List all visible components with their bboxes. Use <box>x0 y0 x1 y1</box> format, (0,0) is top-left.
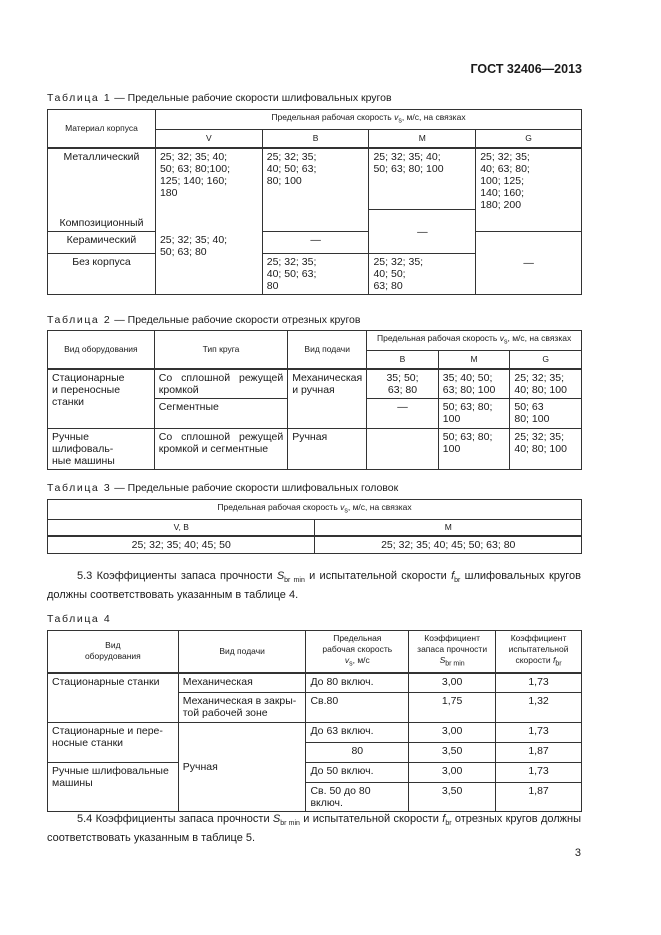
table4-row4-test: 1,87 <box>496 743 582 763</box>
table1-row34-m: — <box>369 210 476 254</box>
table2-head-wheel: Тип круга <box>154 331 287 369</box>
table4-row1-equipment: Стационарные станки <box>48 673 179 723</box>
table2 <box>47 330 582 470</box>
table4-row2-feed: Механическая в закры- той рабочей зоне <box>178 693 306 723</box>
table2-row1-wheel: Со сплошной режущей кромкой <box>154 369 287 399</box>
table1-row1-v: 25; 32; 35; 40; 50; 63; 80;100; 125; 140; 160; 180 <box>155 148 262 232</box>
table4-row3-speed: До 63 включ. <box>306 723 409 743</box>
table2-row3-g: 25; 32; 35; 40; 80; 100 <box>510 429 582 470</box>
table3-caption-text: — Предельные рабочие скорости шлифовальных головок <box>111 482 399 494</box>
table4-row1-test: 1,73 <box>496 673 582 693</box>
table1-bond-g: G <box>476 130 582 148</box>
table3-value-vb: 25; 32; 35; 40; 45; 50 <box>48 536 315 554</box>
paragraph-5-3: 5.3 Коэффициенты запаса прочности $S_{br min}$ и испытательной скорости $f_{br}$ шлифовальных кругов должны соответствовать указанным в таблице 4. <box>47 570 581 602</box>
table1-row3-material: Керамический <box>48 232 156 254</box>
table2-row2-g: 50; 63 80; 100 <box>510 399 582 429</box>
page-number: 3 <box>574 847 581 859</box>
table1-bond-v: V <box>155 130 262 148</box>
table2-row2-b: — <box>367 399 439 429</box>
table2-row3-wheel: Со сплошной режущей кромкой и сегментные <box>154 429 287 470</box>
table1-row1-b: 25; 32; 35; 40; 50; 63; 80; 100 <box>262 148 369 232</box>
table3-caption-label: Таблица 3 <box>47 482 112 494</box>
table4 <box>47 630 582 812</box>
table2-row2-m: 50; 63; 80; 100 <box>438 399 510 429</box>
table4-row5-speed: До 50 включ. <box>306 763 409 783</box>
table4-row1-speed: До 80 включ. <box>306 673 409 693</box>
paragraph-5-4: 5.4 Коэффициенты запаса прочности $S_{br min}$ и испытательной скорости $f_{br}$ отрезных кругов должны соответствовать указанным в таблице 5. <box>47 813 582 845</box>
table4-row2-speed: Св.80 <box>306 693 409 723</box>
table4-row5-test: 1,73 <box>496 763 582 783</box>
table4-head-test: Коэффициент испытательной скорости $f_{br}$ <box>496 631 582 673</box>
table4-caption-label: Таблица 4 <box>47 613 112 625</box>
table2-row3-m: 50; 63; 80; 100 <box>438 429 510 470</box>
table4-row3-safety: 3,00 <box>409 723 496 743</box>
table4-head-safety: Коэффициент запаса прочности $S_{br min}$ <box>409 631 496 673</box>
table3-caption <box>47 482 398 494</box>
table4-row3-feed: Ручная <box>178 723 306 812</box>
table4-row3-test: 1,73 <box>496 723 582 743</box>
table4-head-speed: Предельная рабочая скорость $v_s$, м/с <box>306 631 409 673</box>
table2-row1-g: 25; 32; 35; 40; 80; 100 <box>510 369 582 399</box>
table4-row6-safety: 3,50 <box>409 783 496 812</box>
table1-row1-g: 25; 32; 35; 40; 63; 80; 100; 125; 140; 160; 180; 200 <box>476 148 582 232</box>
table4-row4-speed: 80 <box>306 743 409 763</box>
table4-row5-equipment: Ручные шлифовальные машины <box>48 763 179 812</box>
table3-head-speed: Предельная рабочая скорость $v_s$, м/с, на связках <box>48 500 582 520</box>
table1-head-speed: Предельная рабочая скорость $v_s$, м/с, на связках <box>155 110 581 130</box>
document-header: ГОСТ 32406—2013 <box>470 62 582 76</box>
table4-row6-speed: Св. 50 до 80 включ. <box>306 783 409 812</box>
table1-caption-text: — Предельные рабочие скорости шлифовальных кругов <box>111 92 392 104</box>
table4-row2-safety: 1,75 <box>409 693 496 723</box>
table1-row34-g: — <box>476 232 582 295</box>
table3 <box>47 499 582 554</box>
table2-caption <box>47 314 360 326</box>
table2-caption-text: — Предельные рабочие скорости отрезных кругов <box>111 314 361 326</box>
table2-row1-b: 35; 50; 63; 80 <box>367 369 439 399</box>
table2-row1-feed: Механическая и ручная <box>288 369 367 429</box>
table4-head-feed: Вид подачи <box>178 631 306 673</box>
table1-row4-material: Без корпуса <box>48 254 156 295</box>
table2-row2-wheel: Сегментные <box>154 399 287 429</box>
table4-row2-test: 1,32 <box>496 693 582 723</box>
table2-bond-m: M <box>438 351 510 369</box>
table4-row1-feed: Механическая <box>178 673 306 693</box>
table1-head-material: Материал корпуса <box>48 110 156 148</box>
table2-bond-b: B <box>367 351 439 369</box>
table1-bond-m: M <box>369 130 476 148</box>
table1-row1-m: 25; 32; 35; 40; 50; 63; 80; 100 <box>369 148 476 210</box>
table2-row1-m: 35; 40; 50; 63; 80; 100 <box>438 369 510 399</box>
table1-row3-b: — <box>262 232 369 254</box>
table4-row3-equipment: Стационарные и пере- носные станки <box>48 723 179 763</box>
table1-caption <box>47 92 392 104</box>
table4-row6-test: 1,87 <box>496 783 582 812</box>
table4-row1-safety: 3,00 <box>409 673 496 693</box>
table3-value-m: 25; 32; 35; 40; 45; 50; 63; 80 <box>315 536 582 554</box>
table1-row1-material: Металлический <box>48 148 156 210</box>
table4-head-equipment: Вид оборудования <box>48 631 179 673</box>
table2-head-equipment: Вид оборудования <box>48 331 155 369</box>
table2-row1-equipment: Стационарные и переносные станки <box>48 369 155 429</box>
table2-bond-g: G <box>510 351 582 369</box>
table2-row3-feed: Ручная <box>288 429 367 470</box>
table3-bond-m: M <box>315 519 582 536</box>
table4-caption <box>47 613 111 625</box>
table1 <box>47 109 582 295</box>
table1-row4-b: 25; 32; 35; 40; 50; 63; 80 <box>262 254 369 295</box>
table2-head-speed: Предельная рабочая скорость $v_s$, м/с, на связках <box>367 331 582 351</box>
table2-row3-equipment: Ручные шлифоваль- ные машины <box>48 429 155 470</box>
table2-caption-label: Таблица 2 <box>47 314 112 326</box>
table3-bond-vb: V, B <box>48 519 315 536</box>
table1-bond-b: B <box>262 130 369 148</box>
table1-caption-label: Таблица 1 <box>47 92 112 104</box>
table1-row4-m: 25; 32; 35; 40; 50; 63; 80 <box>369 254 476 295</box>
table2-row3-b <box>367 429 439 470</box>
table4-row5-safety: 3,00 <box>409 763 496 783</box>
table1-row2-material: Композиционный <box>48 210 156 232</box>
table2-head-feed: Вид подачи <box>288 331 367 369</box>
table4-row4-safety: 3,50 <box>409 743 496 763</box>
table1-row3-v: 25; 32; 35; 40; 50; 63; 80 <box>155 232 262 295</box>
